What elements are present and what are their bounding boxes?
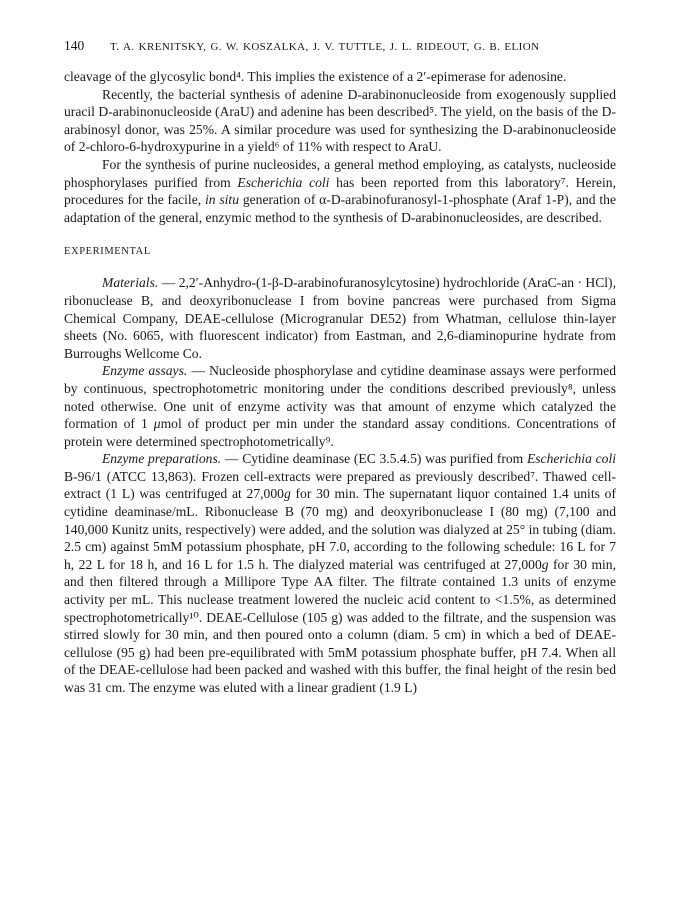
gravity-unit: g — [541, 556, 549, 572]
paragraph-general-method — [64, 156, 616, 226]
text-span: — Cytidine deaminase (EC 3.5.4.5) was purified from — [221, 451, 527, 467]
text-span: for 30 min, and then filtered through a Millipore Type AA filter. The filtrate contained 1.3 units of enzyme activity per mL. This nuclease treatment lowered the nucleic acid content to <1.5%, as determined spectrophotometrically¹⁰. DEAE-Cellulose (105 g) was added to the filtrate, and the suspension was stirred slowly for 30 min, and then poured onto a column (diam. 5 cm) in which a bed of DEAE-cellulose (95 g) had been pre-equilibrated with 5mM potassium phosphate buffer, pH 7.4. When all of the DEAE-cellulose had been packed and washed with this buffer, the final height of the resin bed was 31 cm. The enzyme was eluted with a linear gradient (1.9 L) — [64, 556, 616, 695]
page-header — [64, 38, 616, 60]
run-in-heading-materials: Materials. — [102, 275, 159, 291]
section-heading-experimental: EXPERIMENTAL — [64, 246, 151, 258]
run-in-heading-enzyme-assays: Enzyme assays. — [102, 363, 188, 379]
page-number: 140 — [64, 38, 85, 53]
page-body — [64, 38, 616, 697]
text-span: — Nucleoside phosphorylase and cytidine deaminase assays were performed by continuous, spectrophotometric monitoring under the conditions described previously⁸, unless noted otherwise. One unit of enzyme activity was that amount of enzyme which catalyzed the formation of 1 — [64, 363, 616, 432]
text-span: For the synthesis of purine nucleosides, a general method employing, as catalysts, nucleoside phosphorylases purified from — [64, 156, 616, 190]
text-span: has been reported from this laboratory⁷. Herein, procedures for the facile, — [64, 174, 616, 208]
text-span: for 30 min. The supernatant liquor contained 1.4 units of cytidine deaminase/mL. Ribonuclease B (70 mg) and deoxyribonuclease I (80 mg) (7,100 and 140,000 Kunitz units, respectively) were added, and the solution was dialyzed at 25° in tubing (diam. 2.5 cm) against 5mM potassium phosphate, pH 7.0, according to the following schedule: 16 L for 7 h, 22 L for 18 h, and 16 L for 1.5 h. The dialyzed material was centrifuged at 27,000 — [64, 486, 616, 572]
gravity-unit: g — [283, 486, 291, 502]
paragraph-enzyme-preparations — [64, 450, 616, 696]
paragraph-epimerase: cleavage of the glycosylic bond⁴. This implies the existence of a 2′-epimerase for adenosine. — [64, 69, 567, 84]
organism-name: Escherichia coli — [237, 174, 330, 190]
text-span: mol of product per min under the standard assay conditions. Concentrations of protein were determined spectrophotometrically⁹. — [64, 416, 616, 449]
run-in-heading-enzyme-preparations: Enzyme preparations. — [102, 451, 222, 467]
paragraph-enzyme-assays — [64, 362, 616, 450]
running-head-authors: T. A. KRENITSKY, G. W. KOSZALKA, J. V. TUTTLE, J. L. RIDEOUT, G. B. ELION — [110, 41, 540, 53]
organism-name: Escherichia coli — [526, 451, 616, 467]
paragraph-materials — [64, 274, 616, 362]
latin-term: in situ — [204, 192, 240, 208]
text-span: generation of α-D-arabinofuranosyl-1-phosphate (Araf 1-P), and the adaptation of the general, enzymic method to the synthesis of D-arabinonucleosides, are described. — [64, 192, 616, 225]
text-span: — 2,2′-Anhydro-(1-β-D-arabinofuranosylcytosine) hydrochloride (AraC-an · HCl), ribonuclease B, and deoxyribonuclease I from bovine pancreas were purchased from Sigma Chemical Company, DEAE-cellulose (Microgranular DE52) from Whatman, cellulose thin-layer sheets (No. 6065, with fluorescent indicator) from Eastman, and 2,6-diaminopurine hydrate from Burroughs Wellcome Co. — [64, 275, 616, 361]
paragraph-bacterial-synthesis: Recently, the bacterial synthesis of adenine D-arabinonucleoside from exogenously supplied uracil D-arabinonucleoside (AraU) and adenine has been described⁵. The yield, on the basis of the D-arabinosyl donor, was 25%. A similar procedure was used for synthesizing the D-arabinonucleoside of 2-chloro-6-hydroxypurine in a yield⁶ of 11% with respect to AraU. — [64, 86, 616, 155]
text-span: B-96/1 (ATCC 13,863). Frozen cell-extracts were prepared as previously described⁷. Thawed cell-extract (1 L) was centrifuged at 27,000 — [64, 468, 616, 502]
micro-symbol: μ — [153, 416, 161, 432]
